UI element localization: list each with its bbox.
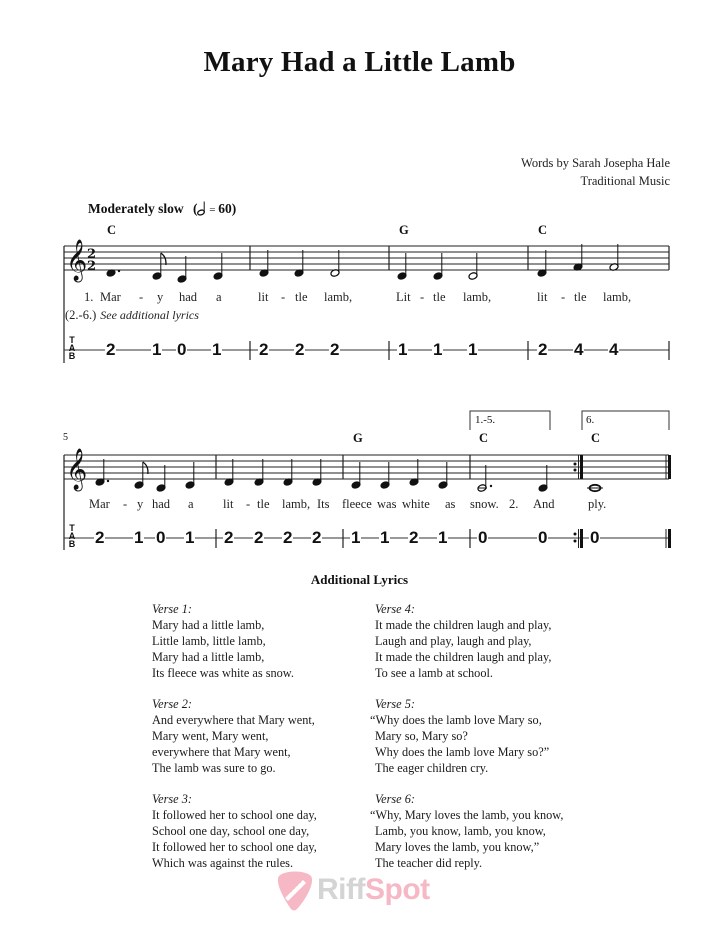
lyric-syllable: lamb, <box>282 497 311 511</box>
verse-line: Laugh and play, laugh and play, <box>375 634 532 648</box>
verse-line: It followed her to school one day, <box>152 840 317 854</box>
tab-fret-number: 2 <box>312 528 322 547</box>
tab-fret-number: 1 <box>468 340 478 359</box>
tab-fret-number: 2 <box>409 528 419 547</box>
lyric-syllable: tle <box>574 290 587 304</box>
tab-fret-number: 2 <box>538 340 548 359</box>
verse-line: The lamb was sure to go. <box>152 761 276 775</box>
tab-fret-number: 1 <box>185 528 195 547</box>
verse-line: Little lamb, little lamb, <box>152 634 266 648</box>
verse-6 <box>370 791 563 871</box>
tempo-bpm-group: ( = 60) <box>192 201 237 216</box>
tab-fret-number: 0 <box>478 528 488 547</box>
tempo-bpm: 60 <box>218 201 232 216</box>
lyric-hyphen: - <box>123 497 128 511</box>
svg-text:𝄞: 𝄞 <box>66 449 88 490</box>
tab-fret-number: 1 <box>152 340 162 359</box>
lyric-syllable: Its <box>317 497 330 511</box>
lyric-syllable: lit <box>223 497 234 511</box>
additional-lyrics-hint: See additional lyrics <box>100 308 199 322</box>
verse-line: everywhere that Mary went, <box>152 745 291 759</box>
tab-fret-number: 1 <box>134 528 144 547</box>
verse-line: Mary had a little lamb, <box>152 618 265 632</box>
lyric-hyphen: - <box>281 290 286 304</box>
guitar-pick-icon <box>275 868 315 912</box>
volta-ending-1-label: 1.-5. <box>475 414 496 426</box>
verse-heading: Verse 5: <box>375 697 415 711</box>
verse-line: The eager children cry. <box>375 761 489 775</box>
words-credit: Words by Sarah Josepha Hale <box>521 156 670 170</box>
tab-fret-number: 1 <box>380 528 390 547</box>
verse-line: Mary went, Mary went, <box>152 729 269 743</box>
lyric-syllable: was <box>377 497 397 511</box>
lyric-syllable: a <box>188 497 194 511</box>
lyric-syllable: snow. <box>470 497 499 511</box>
measure-number: 5 <box>63 432 68 443</box>
tab-fret-number: 1 <box>398 340 408 359</box>
logo-text-riff: Riff <box>317 873 365 906</box>
lyric-syllable: had <box>179 290 198 304</box>
tab-fret-number: 1 <box>433 340 443 359</box>
verse-1 <box>152 601 294 681</box>
tab-fret-number: 2 <box>283 528 293 547</box>
tab-fret-number: 4 <box>609 340 619 359</box>
verse-heading: Verse 2: <box>152 697 192 711</box>
verse-line: Which was against the rules. <box>152 856 294 870</box>
tab-fret-number: 0 <box>538 528 548 547</box>
chord-symbol: C <box>591 431 601 445</box>
chord-symbol: G <box>353 431 363 445</box>
svg-text:2: 2 <box>87 247 97 262</box>
tab-fret-number: 2 <box>259 340 269 359</box>
volta-ending-2-label: 6. <box>586 414 595 426</box>
verse-line: And everywhere that Mary went, <box>152 713 315 727</box>
verse-line: It followed her to school one day, <box>152 808 317 822</box>
verse-2 <box>152 696 315 776</box>
tab-fret-number: 0 <box>177 340 187 359</box>
lyric-syllable: fleece <box>342 497 372 511</box>
lyric-syllable: a <box>216 290 222 304</box>
verse-line: Mary loves the lamb, you know,” <box>375 840 540 854</box>
svg-text:𝄞: 𝄞 <box>66 240 88 281</box>
verse-line: Lamb, you know, lamb, you know, <box>375 824 546 838</box>
tab-fret-number: 2 <box>295 340 305 359</box>
verse-line: “Why, Mary loves the lamb, you know, <box>370 808 564 822</box>
lyric-syllable: lamb, <box>463 290 492 304</box>
verse-line: “Why does the lamb love Mary so, <box>370 713 542 727</box>
svg-text:2: 2 <box>87 259 97 274</box>
verse-line: Its fleece was white as snow. <box>152 666 294 680</box>
lyric-syllable: ply. <box>588 497 607 511</box>
lyric-syllable: tle <box>295 290 308 304</box>
lyric-syllable: y <box>157 290 164 304</box>
lyric-syllable: lamb, <box>603 290 632 304</box>
verse-marker: 2. <box>509 497 519 511</box>
lyric-syllable: tle <box>257 497 270 511</box>
tab-fret-number: 2 <box>224 528 234 547</box>
tab-fret-number: 4 <box>574 340 584 359</box>
chord-symbol: C <box>479 431 489 445</box>
verse-4 <box>375 601 551 681</box>
song-title: Mary Had a Little Lamb <box>203 46 516 78</box>
verse-marker: 1. <box>84 290 94 304</box>
lyric-hyphen: - <box>246 497 251 511</box>
music-credit: Traditional Music <box>580 174 670 188</box>
lyric-syllable: tle <box>433 290 446 304</box>
verse-line: Mary had a little lamb, <box>152 650 265 664</box>
verse-heading: Verse 6: <box>375 792 415 806</box>
verse-heading: Verse 4: <box>375 602 415 616</box>
lyric-hyphen: - <box>420 290 425 304</box>
tab-fret-number: 2 <box>254 528 264 547</box>
verse-heading: Verse 3: <box>152 792 192 806</box>
tab-fret-number: 0 <box>590 528 600 547</box>
lyric-syllable: lamb, <box>324 290 353 304</box>
verse-line: The teacher did reply. <box>375 856 483 870</box>
lyric-syllable: white <box>402 497 430 511</box>
tab-fret-number: 0 <box>156 528 166 547</box>
lyric-syllable: as <box>445 497 456 511</box>
chord-symbol: C <box>538 223 548 237</box>
verse-line: It made the children laugh and play, <box>375 650 552 664</box>
lyric-syllable: Mar <box>89 497 110 511</box>
additional-verses-range: (2.-6.) <box>65 308 97 322</box>
tab-clef: T A B <box>68 335 76 361</box>
tab-fret-number: 1 <box>438 528 448 547</box>
chord-symbol: G <box>399 223 409 237</box>
verse-3 <box>152 791 317 871</box>
verse-line: School one day, school one day, <box>152 824 310 838</box>
verse-line: It made the children laugh and play, <box>375 618 552 632</box>
verse-line: To see a lamb at school. <box>375 666 493 680</box>
tab-clef: T A B <box>68 523 76 549</box>
lyric-syllable: And <box>533 497 555 511</box>
lyric-syllable: lit <box>258 290 269 304</box>
chord-symbol: C <box>107 223 117 237</box>
tab-fret-number: 2 <box>106 340 116 359</box>
logo-text-spot: Spot <box>364 873 430 906</box>
lyric-syllable: Mar <box>100 290 121 304</box>
tab-fret-number: 2 <box>330 340 340 359</box>
tab-fret-number: 2 <box>95 528 105 547</box>
tempo-label: Moderately slow <box>88 201 184 216</box>
lyric-syllable: lit <box>537 290 548 304</box>
tab-fret-number: 1 <box>212 340 222 359</box>
additional-lyrics-title: Additional Lyrics <box>310 572 409 587</box>
lyric-hyphen: - <box>139 290 144 304</box>
tab-fret-number: 1 <box>351 528 361 547</box>
lyric-syllable: Lit <box>396 290 411 304</box>
verse-line: Why does the lamb love Mary so?” <box>375 745 550 759</box>
lyric-syllable: y <box>137 497 144 511</box>
riffspot-logo <box>275 868 430 912</box>
lyric-syllable: had <box>152 497 171 511</box>
lyric-hyphen: - <box>561 290 566 304</box>
verse-line: Mary so, Mary so? <box>375 729 468 743</box>
verse-5 <box>370 696 549 776</box>
verse-heading: Verse 1: <box>152 602 192 616</box>
